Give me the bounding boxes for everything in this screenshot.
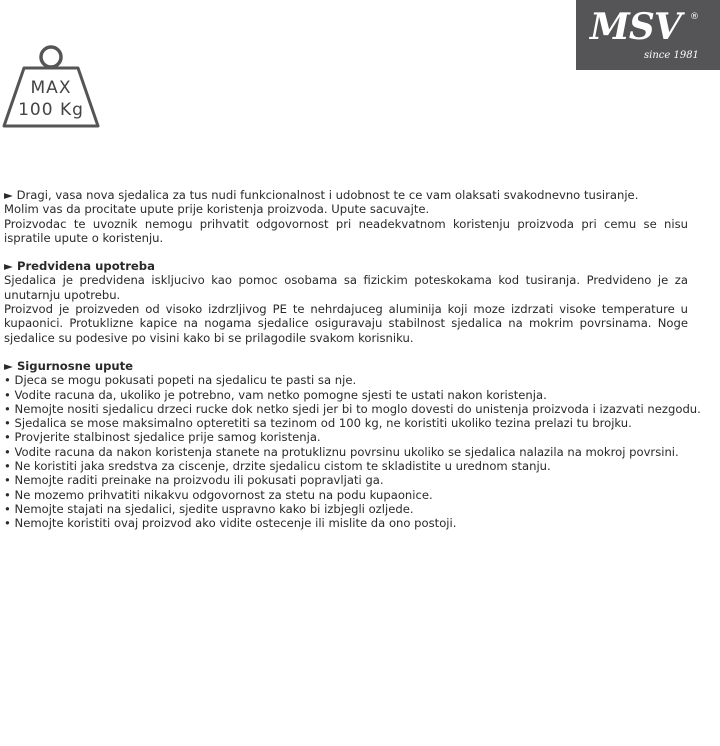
intro-line: ► Dragi, vasa nova sjedalica za tus nudi funkcionalnost i udobnost te ce vam olaksati svakodnevno tusiranje. <box>4 188 639 202</box>
logo-wordmark: MSV <box>590 6 681 48</box>
safety-item: • Vodite racuna da nakon koristenja stanete na protukliznu povrsinu ukoliko se sjedalica nalazila na mokroj povrsini. <box>4 444 679 459</box>
intro-line: Molim vas da procitate upute prije koristenja proizvoda. Upute sacuvajte. <box>4 202 430 217</box>
intended-use-section <box>4 259 688 345</box>
intended-use-heading: ► Predvidena upotreba <box>4 259 155 274</box>
safety-item: • Nemojte stajati na sjedalici, sjedite uspravno kako bi izbjegli ozljede. <box>4 501 414 516</box>
intro-line: Proizvodac te uvoznik nemogu prihvatit odgovornost pri neadekvatnom koristenju proizvoda pri cemu se nisu ispratile upute o koristenju. <box>4 216 688 245</box>
max-weight-badge <box>2 44 100 130</box>
safety-item: • Sjedalica se mose maksimalno opteretiti sa tezinom od 100 kg, ne koristiti ukoliko tezina prelazi tu brojku. <box>4 416 632 431</box>
safety-item: • Ne koristiti jaka sredstva za ciscenje, drzite sjedalicu cistom te skladistite u urednom stanju. <box>4 459 551 474</box>
safety-item: • Nemojte raditi preinake na proizvodu ili pokusati popravljati ga. <box>4 473 384 488</box>
registered-mark: ® <box>690 12 699 22</box>
safety-item: • Nemojte koristiti ovaj proizvod ako vidite ostecenje ili mislite da ono postoji. <box>4 516 457 531</box>
safety-heading: ► Sigurnosne upute <box>4 358 134 373</box>
safety-section <box>4 358 701 531</box>
safety-item: • Ne mozemo prihvatiti nikakvu odgovornost za stetu na podu kupaonice. <box>4 487 433 502</box>
safety-item: • Djeca se mogu pokusati popeti na sjedalicu te pasti sa nje. <box>4 373 357 388</box>
intended-use-paragraph: Sjedalica je predvidena iskljucivo kao pomoc osobama sa fizickim poteskokama kod tusiranja. Predvideno je za unutarnju upotrebu. <box>4 273 688 302</box>
intended-use-paragraph: Proizvod je proizveden od visoko izdrzljivog PE te nehrdajuceg aluminija koji moze izdrzati visoke temperature u kupaonici. Protuklizne kapice na nogama sjedalice osiguravaju stabilnost sjedalica na mokrim povrsinama. Noge sjedalice su podesive po visini kako bi se prilagodile svakom korisniku. <box>4 302 688 345</box>
instructions-body <box>4 188 701 531</box>
max-weight-value: 100 Kg <box>18 100 84 120</box>
safety-list <box>4 373 701 531</box>
safety-item: • Vodite racuna da, ukoliko je potrebno, vam netko pomogne sjesti te ustati nakon koristenja. <box>4 387 547 402</box>
logo-tagline: since 1981 <box>644 50 699 61</box>
brand-logo <box>576 0 720 70</box>
intro-section <box>4 188 688 245</box>
safety-item: • Provjerite stalbinost sjedalice prije samog koristenja. <box>4 430 321 445</box>
safety-item: • Nemojte nositi sjedalicu drzeci rucke dok netko sjedi jer bi to moglo dovesti do unistenja proizvoda i izazvati nezgodu. <box>4 401 701 416</box>
max-label: MAX <box>30 78 72 98</box>
